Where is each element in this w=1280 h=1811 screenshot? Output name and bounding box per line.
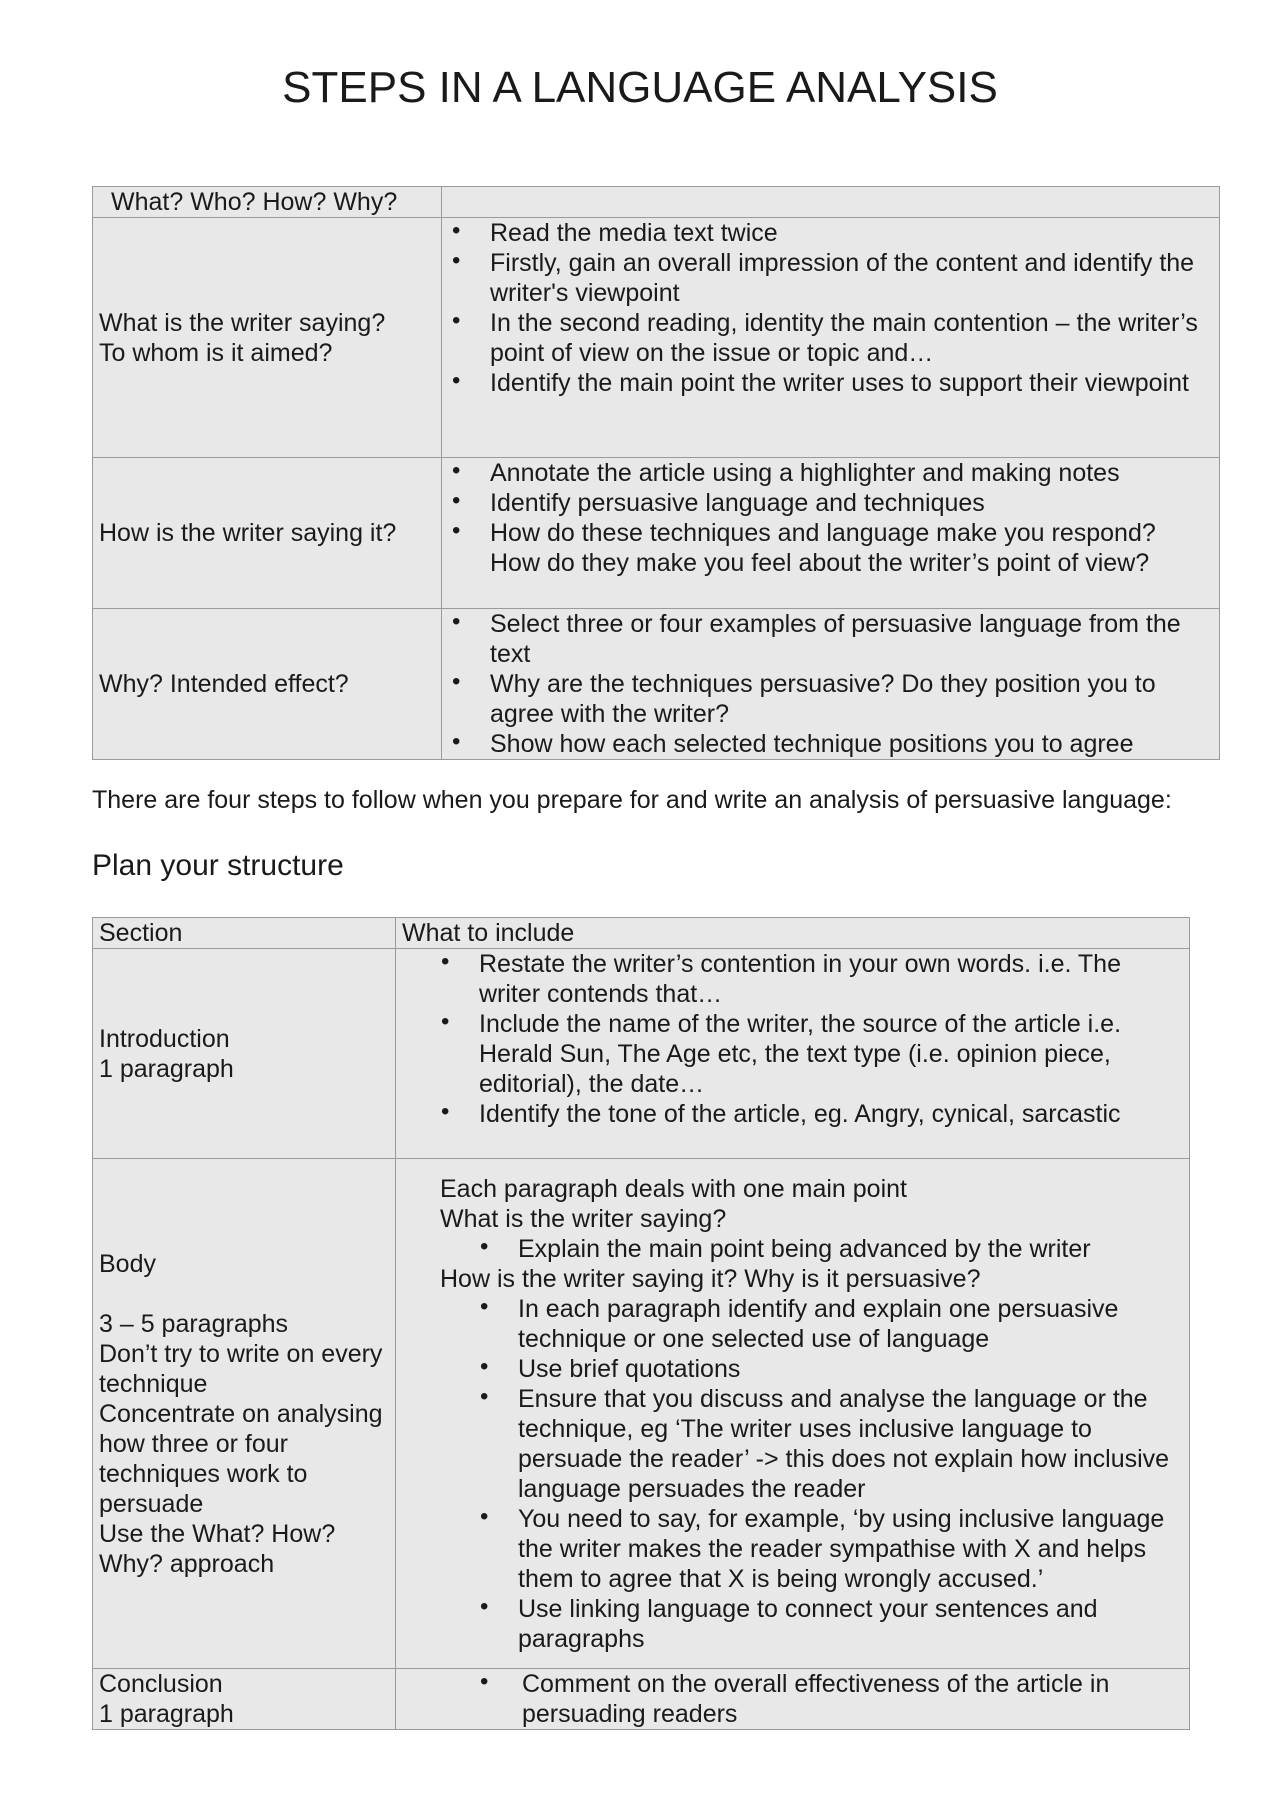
row-label xyxy=(93,1159,396,1669)
body-line: How is the writer saying it? Why is it persuasive? xyxy=(440,1264,981,1293)
label-line: Use the What? How? Why? approach xyxy=(99,1519,336,1578)
row-content xyxy=(396,1669,1190,1730)
bullet-list xyxy=(490,458,1209,578)
bullet-list xyxy=(490,218,1209,398)
label-line: Conclusion xyxy=(99,1670,223,1698)
body-line: Each paragraph deals with one main point xyxy=(440,1174,907,1203)
list-item: • Why are the techniques persuasive? Do they position you to agree with the writer? xyxy=(490,669,1209,729)
row-content xyxy=(396,1159,1190,1669)
table-row-how xyxy=(93,458,1220,609)
table-row-what xyxy=(93,218,1220,458)
table-row-body xyxy=(93,1159,1190,1669)
body-line: What is the writer saying? xyxy=(440,1204,727,1233)
list-item: • Firstly, gain an overall impression of the content and identify the writer's viewpoint xyxy=(490,248,1209,308)
list-item: • Annotate the article using a highlighter and making notes xyxy=(490,458,1209,488)
list-item: • You need to say, for example, ‘by using inclusive language the writer makes the reader sympathise with X and helps them to agree that X is being wrongly accused.’ xyxy=(518,1504,1181,1594)
header-include: What to include xyxy=(396,918,1190,949)
row-content xyxy=(442,458,1220,609)
table-header-row xyxy=(93,187,1220,218)
row-label xyxy=(93,458,442,609)
row-content xyxy=(396,949,1190,1159)
list-item: • Comment on the overall effectiveness of the article in persuading readers xyxy=(522,1669,1181,1729)
list-item: • Read the media text twice xyxy=(490,218,1209,248)
label-line: Concentrate on analysing how three or four techniques work to persuade xyxy=(99,1399,383,1518)
label-line: 1 paragraph xyxy=(99,1054,234,1083)
label-line: To whom is it aimed? xyxy=(99,338,333,367)
table-header-row xyxy=(93,918,1190,949)
structure-table xyxy=(92,917,1190,1730)
label-line: What is the writer saying? xyxy=(99,308,386,337)
list-item: • Explain the main point being advanced by the writer xyxy=(518,1234,1181,1264)
label-line: Why? Intended effect? xyxy=(99,670,349,698)
bullet-list xyxy=(522,1669,1181,1729)
list-item: • In the second reading, identity the main contention – the writer’s point of view on the issue or topic and… xyxy=(490,308,1209,368)
list-item: • Identify the main point the writer uses to support their viewpoint xyxy=(490,368,1209,398)
header-section: Section xyxy=(93,918,396,949)
label-line: How is the writer saying it? xyxy=(99,519,397,547)
list-item: • Ensure that you discuss and analyse the language or the technique, eg ‘The writer uses inclusive language to persuade the reader’ -> this does not explain how inclusive language persuades the reader xyxy=(518,1384,1181,1504)
row-label xyxy=(93,949,396,1159)
row-label xyxy=(93,218,442,458)
label-line: Body xyxy=(99,1249,156,1278)
list-item: • Restate the writer’s contention in your own words. i.e. The writer contends that… xyxy=(479,949,1181,1009)
list-item: • Identify the tone of the article, eg. Angry, cynical, sarcastic xyxy=(479,1099,1181,1129)
label-line: 3 – 5 paragraphs xyxy=(99,1309,289,1338)
table-row-conclusion xyxy=(93,1669,1190,1730)
list-item: • Show how each selected technique positions you to agree xyxy=(490,729,1209,759)
header-cell: What? Who? How? Why? xyxy=(93,187,442,218)
table-row-why xyxy=(93,609,1220,760)
analysis-steps-table xyxy=(92,186,1220,760)
row-label xyxy=(93,609,442,760)
row-label xyxy=(93,1669,396,1730)
list-item: • Select three or four examples of persuasive language from the text xyxy=(490,609,1209,669)
list-item: • Include the name of the writer, the source of the article i.e. Herald Sun, The Age etc, the text type (i.e. opinion piece, editorial), the date… xyxy=(479,1009,1181,1099)
page-title: STEPS IN A LANGUAGE ANALYSIS xyxy=(282,63,998,112)
bullet-list xyxy=(440,1234,1181,1264)
label-line: Introduction xyxy=(99,1024,230,1053)
list-item: • Use linking language to connect your sentences and paragraphs xyxy=(518,1594,1181,1654)
label-line: Don’t try to write on every technique xyxy=(99,1339,383,1398)
list-item: • Use brief quotations xyxy=(518,1354,1181,1384)
bullet-list xyxy=(490,609,1209,759)
list-item: • How do these techniques and language make you respond? How do they make you feel about the writer’s point of view? xyxy=(490,518,1209,578)
table-row-introduction xyxy=(93,949,1190,1159)
bullet-list xyxy=(479,949,1181,1129)
bullet-list xyxy=(440,1294,1181,1654)
label-line: 1 paragraph xyxy=(99,1700,234,1728)
row-content xyxy=(442,609,1220,760)
list-item: • In each paragraph identify and explain one persuasive technique or one selected use of language xyxy=(518,1294,1181,1354)
list-item: • Identify persuasive language and techniques xyxy=(490,488,1209,518)
intro-paragraph: There are four steps to follow when you prepare for and write an analysis of persuasive language: xyxy=(92,786,1172,814)
header-empty-cell xyxy=(442,187,1220,218)
row-content xyxy=(442,218,1220,458)
section-heading: Plan your structure xyxy=(92,849,344,882)
